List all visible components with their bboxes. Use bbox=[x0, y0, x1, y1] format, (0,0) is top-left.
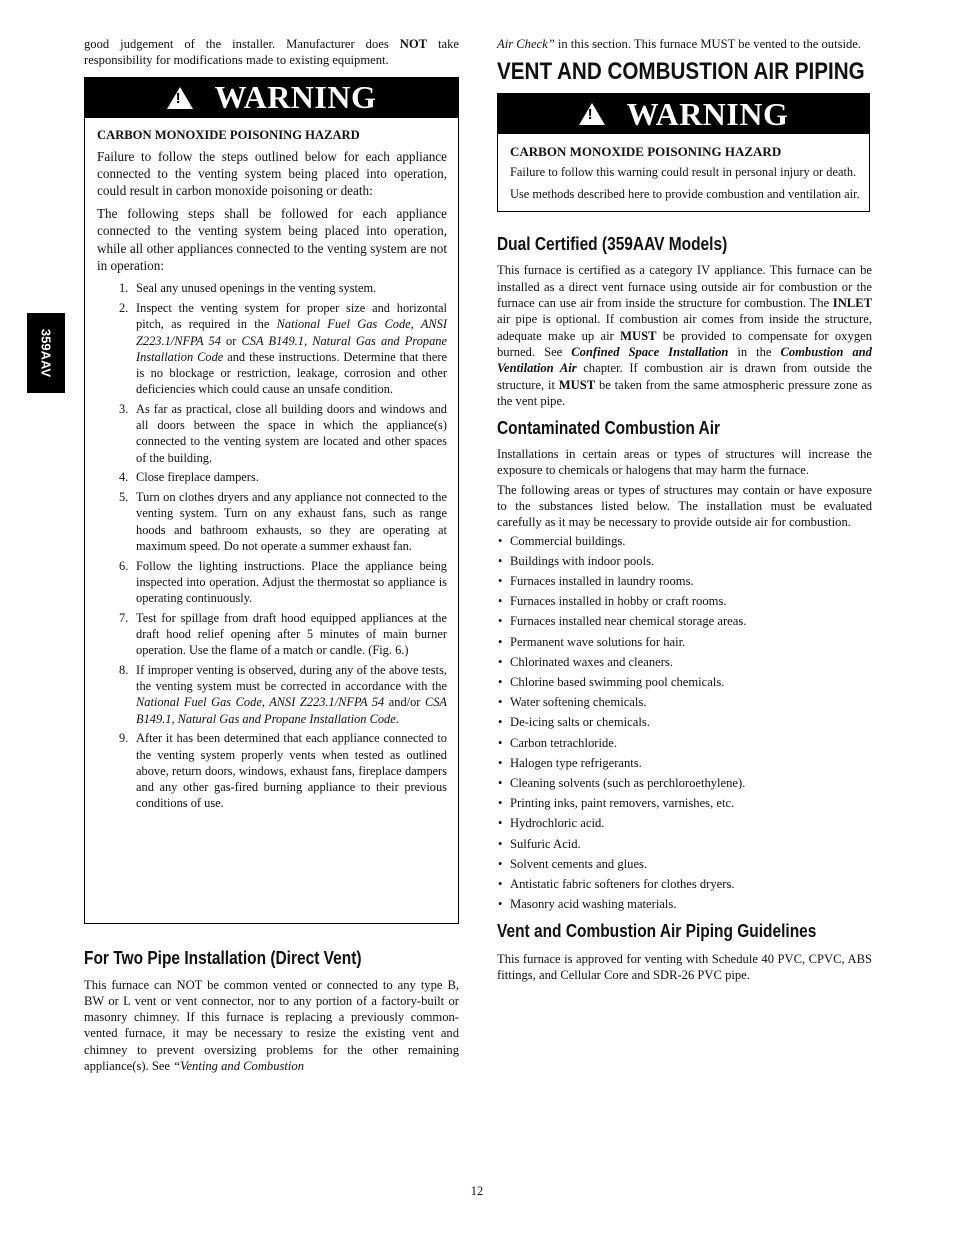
contaminated-paragraph-1: Installations in certain areas or types of structures will increase the exposure to chemicals or halogens that may harm the furnace. bbox=[497, 447, 872, 478]
warning-banner-right bbox=[498, 94, 869, 134]
warning-banner-text: WARNING bbox=[214, 79, 377, 116]
contaminated-heading: Contaminated Combustion Air bbox=[497, 418, 721, 439]
dual-certified-paragraph: This furnace is certified as a category IV appliance. This furnace can be installed as a direct vent furnace using outside air for combustion or the furnace can use air from inside the structure for combustion. The INLET air pipe is optional. If combustion air comes from inside the structure, adequate make up air MUST be provided to compensate for oxygen burned. See Confined Space Installation in the Combustion and Ventilation Air chapter. If combustion air is drawn from outside the structure, it MUST be taken from the same atmospheric pressure zone as the vent pipe. bbox=[497, 263, 873, 408]
contaminant-item: • Permanent wave solutions for hair. bbox=[497, 632, 872, 652]
step-item: 1. Seal any unused openings in the venting system. bbox=[119, 281, 377, 296]
contaminant-item: • Masonry acid washing materials. bbox=[497, 894, 872, 914]
contaminant-item: • Carbon tetrachloride. bbox=[497, 733, 872, 753]
two-pipe-heading: For Two Pipe Installation (Direct Vent) bbox=[84, 947, 362, 968]
step-item: 6. Follow the lighting instructions. Place the appliance being inspected into operation. Adjust the thermostat so appliance is operating continuously. bbox=[119, 558, 447, 606]
warning-box-right bbox=[497, 93, 870, 212]
contaminant-item: • Antistatic fabric softeners for clothes dryers. bbox=[497, 874, 872, 894]
dual-certified-heading: Dual Certified (359AAV Models) bbox=[497, 234, 728, 255]
contaminant-item: • De-icing salts or chemicals. bbox=[497, 712, 872, 732]
step-item: 5. Turn on clothes dryers and any appliance not connected to the venting system. Turn on any exhaust fans, such as range hoods and bathroom exhausts, so they are operating at maximum speed. Do not operate a summer exhaust fan. bbox=[119, 490, 447, 553]
section-heading: VENT AND COMBUSTION AIR PIPING bbox=[497, 58, 865, 86]
step-item: 2. Inspect the venting system for proper size and horizontal pitch, as required in the National Fuel Gas Code, ANSI Z223.1/NFPA 54 or CSA B149.1, Natural Gas and Propane Installation Code and these instructions. Determine that there is no blockage or restriction, leakage, corrosion and other deficiencies which could cause an unsafe condition. bbox=[119, 301, 447, 397]
contaminant-item: • Commercial buildings. bbox=[497, 531, 872, 551]
contaminant-item: • Buildings with indoor pools. bbox=[497, 551, 872, 571]
side-tab-model bbox=[27, 313, 65, 393]
contaminant-item: • Sulfuric Acid. bbox=[497, 834, 872, 854]
contaminant-item: • Furnaces installed in hobby or craft rooms. bbox=[497, 591, 872, 611]
right-column bbox=[497, 36, 872, 983]
left-column bbox=[84, 36, 459, 1074]
hazard-title: CARBON MONOXIDE POISONING HAZARD bbox=[510, 144, 782, 160]
warning-para-1: Failure to follow this warning could result in personal injury or death. bbox=[510, 165, 857, 180]
safety-steps-list bbox=[97, 280, 447, 811]
warning-banner-left bbox=[85, 78, 458, 118]
contaminant-item: • Cleaning solvents (such as perchloroethylene). bbox=[497, 773, 872, 793]
contaminant-item: • Water softening chemicals. bbox=[497, 692, 872, 712]
contaminant-item: • Furnaces installed in laundry rooms. bbox=[497, 571, 872, 591]
warning-para-1: Failure to follow the steps outlined below for each appliance connected to the venting system being placed into operation, could result in carbon monoxide poisoning or death: bbox=[97, 148, 447, 199]
contaminated-paragraph-2: The following areas or types of structures may contain or have exposure to the substances listed below. The installation must be evaluated carefully as it may be necessary to provide outside air for combustion. bbox=[497, 482, 872, 530]
warning-triangle-icon: ! bbox=[579, 103, 605, 125]
guidelines-heading: Vent and Combustion Air Piping Guidelines bbox=[497, 920, 817, 941]
two-pipe-paragraph: This furnace can NOT be common vented or connected to any type B, BW or L vent or vent connector, nor to any portion of a factory-built or masonry chimney. If this furnace is replacing a previously common-vented furnace, it may be necessary to resize the existing vent and chimney to prevent oversizing problems for the other remaining appliance(s). See “Venting and Combustion bbox=[84, 977, 459, 1074]
contaminant-item: • Hydrochloric acid. bbox=[497, 813, 872, 833]
hazard-title: CARBON MONOXIDE POISONING HAZARD bbox=[97, 127, 360, 142]
warning-triangle-icon: ! bbox=[167, 87, 193, 109]
contaminant-item: • Furnaces installed near chemical storage areas. bbox=[497, 611, 872, 631]
contaminant-list bbox=[497, 531, 872, 915]
step-item: 3. As far as practical, close all building doors and windows and all doors between the space in which the appliance(s) connected to the venting system are located and other spaces of the building. bbox=[119, 402, 447, 465]
intro-paragraph: good judgement of the installer. Manufacturer does NOT take responsibility for modifications made to existing equipment. bbox=[84, 37, 459, 68]
continued-paragraph: Air Check” in this section. This furnace MUST be vented to the outside. bbox=[497, 37, 862, 51]
step-item: 9. After it has been determined that each appliance connected to the venting system properly vents when tested as outlined above, return doors, windows, exhaust fans, fireplace dampers and any other gas-fired burning appliance to their previous conditions of use. bbox=[119, 731, 447, 811]
warning-para-2: The following steps shall be followed for each appliance connected to the venting system being placed into operation, while all other appliances connected to the venting system are not in operation: bbox=[97, 205, 447, 274]
contaminant-item: • Solvent cements and glues. bbox=[497, 854, 872, 874]
warning-banner-text: WARNING bbox=[626, 95, 789, 132]
contaminant-item: • Chlorine based swimming pool chemicals. bbox=[497, 672, 872, 692]
step-item: 4. Close fireplace dampers. bbox=[119, 470, 259, 485]
page-number: 12 bbox=[470, 1184, 484, 1198]
side-tab-label: 359AAV bbox=[38, 328, 54, 378]
step-item: 7. Test for spillage from draft hood equipped appliances at the draft hood relief opening after 5 minutes of main burner operation. Use the flame of a match or candle. (Fig. 6.) bbox=[119, 610, 447, 658]
guidelines-paragraph: This furnace is approved for venting with Schedule 40 PVC, CPVC, ABS fittings, and Cellular Core and SDR-26 PVC pipe. bbox=[497, 951, 872, 982]
contaminant-item: • Halogen type refrigerants. bbox=[497, 753, 872, 773]
warning-box-left bbox=[84, 77, 459, 924]
contaminant-item: • Chlorinated waxes and cleaners. bbox=[497, 652, 872, 672]
warning-para-2: Use methods described here to provide combustion and ventilation air. bbox=[510, 186, 860, 201]
step-item: 8. If improper venting is observed, during any of the above tests, the venting system must be corrected in accordance with the National Fuel Gas Code, ANSI Z223.1/NFPA 54 and/or CSA B149.1, Natural Gas and Propane Installation Code. bbox=[119, 663, 447, 726]
contaminant-item: • Printing inks, paint removers, varnishes, etc. bbox=[497, 793, 872, 813]
